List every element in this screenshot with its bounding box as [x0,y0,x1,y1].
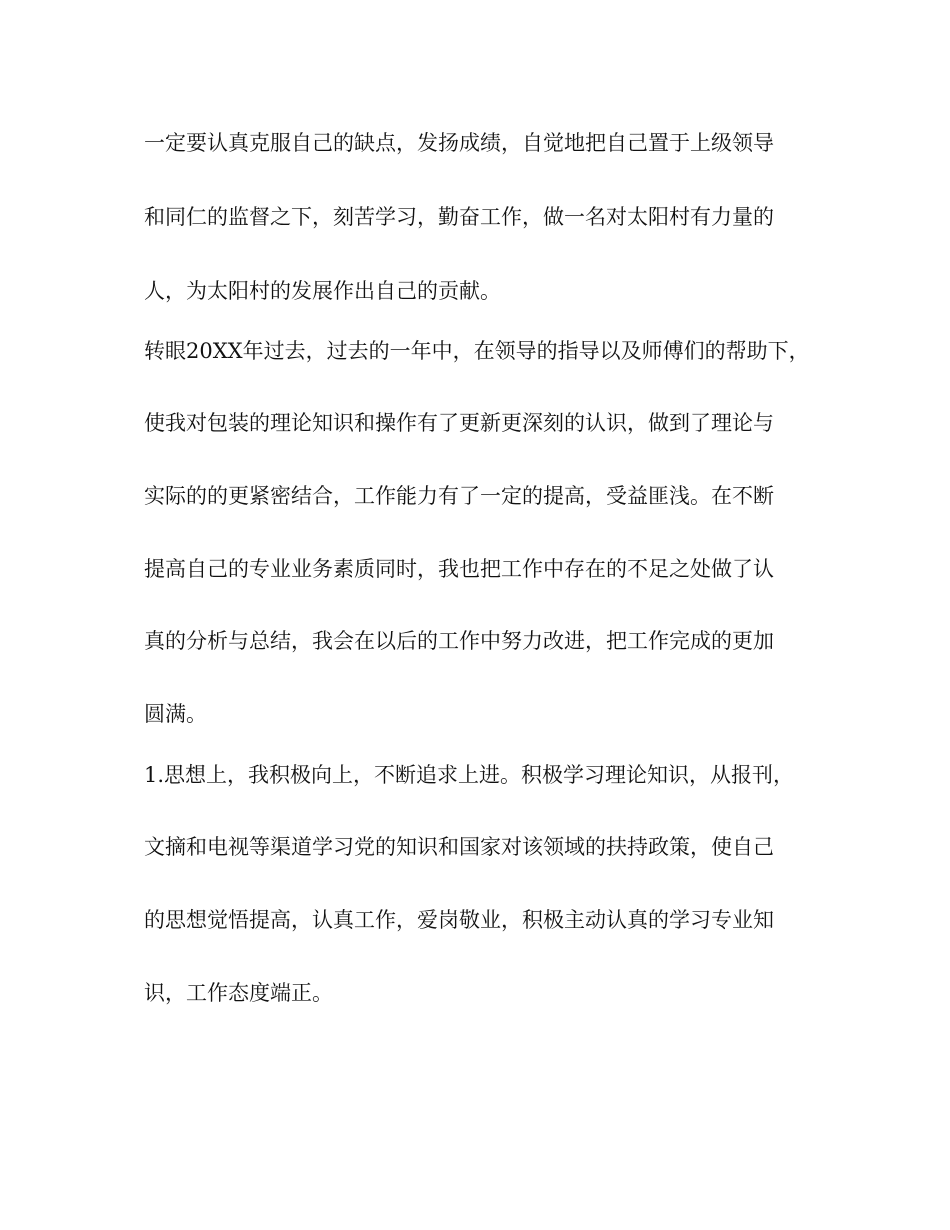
text-line: 文摘和电视等渠道学习党的知识和国家对该领域的扶持政策，使自己 [144,835,774,859]
text-line: 使我对包装的理论知识和操作有了更新更深刻的认识，做到了理论与 [144,411,774,435]
text-line: 提高自己的专业业务素质同时，我也把工作中存在的不足之处做了认 [144,557,774,581]
text-line: 圆满。 [144,702,207,726]
text-line: 1.思想上，我积极向上，不断追求上进。积极学习理论知识，从报刊， [144,763,795,787]
text-line: 的思想觉悟提高，认真工作，爱岗敬业，积极主动认真的学习专业知 [144,908,774,932]
text-line: 和同仁的监督之下，刻苦学习，勤奋工作，做一名对太阳村有力量的 [144,205,774,229]
text-line: 转眼20XX年过去，过去的一年中，在领导的指导以及师傅们的帮助下， [144,339,810,363]
text-line: 一定要认真克服自己的缺点，发扬成绩，自觉地把自己置于上级领导 [144,131,774,155]
text-line: 实际的的更紧密结合，工作能力有了一定的提高，受益匪浅。在不断 [144,484,774,508]
text-line: 识，工作态度端正。 [144,981,333,1005]
text-line: 真的分析与总结，我会在以后的工作中努力改进，把工作完成的更加 [144,629,774,653]
text-line: 人，为太阳村的发展作出自己的贡献。 [144,279,501,303]
